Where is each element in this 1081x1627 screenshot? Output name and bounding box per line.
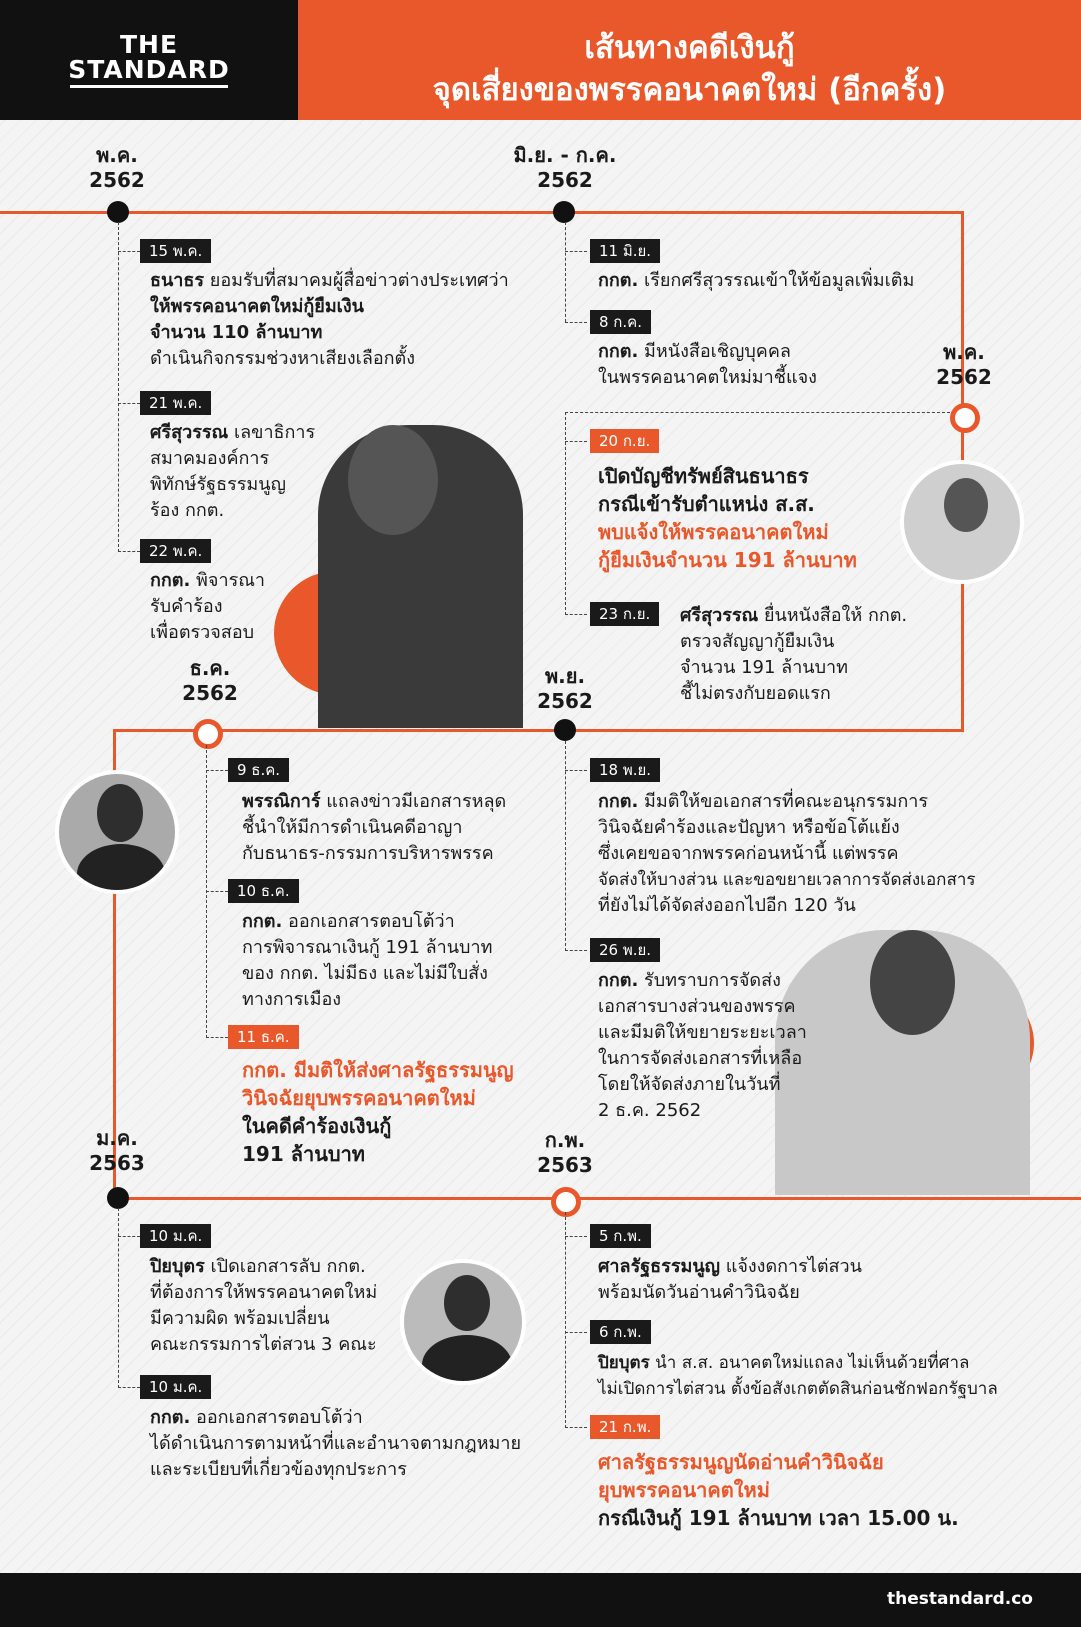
event-subject: ปิยบุตร — [598, 1353, 650, 1373]
event-21-may — [150, 420, 315, 524]
timeline-line-row1 — [0, 211, 963, 214]
event-20-sep — [598, 462, 857, 574]
event-text-highlight: กกต. มีมติให้ส่งศาลรัฐธรรมนูญ — [242, 1058, 514, 1082]
event-18-nov — [598, 789, 976, 919]
connector-tick — [565, 322, 587, 323]
event-text: เอกสารบางส่วนของพรรค — [598, 996, 796, 1017]
event-text: คณะกรรมการไต่สวน 3 คณะ — [150, 1334, 377, 1355]
connector-tick — [565, 412, 950, 413]
event-text: พร้อมนัดวันอ่านคำวินิจฉัย — [598, 1282, 800, 1303]
event-text: พิจารณา — [190, 570, 266, 591]
connector-tick — [565, 950, 587, 951]
connector — [565, 412, 566, 615]
event-subject: ธนาธร — [150, 270, 205, 291]
logo-line2: STANDARD — [68, 55, 230, 84]
period-month: ธ.ค. — [189, 656, 231, 680]
event-text: กรณีเข้ารับตำแหน่ง ส.ส. — [598, 492, 815, 516]
avatar-thanathorn — [900, 460, 1024, 584]
event-subject: กกต. — [598, 341, 639, 362]
connector-tick — [206, 891, 228, 892]
event-text: แจ้งงดการไต่สวน — [720, 1256, 862, 1277]
event-subject: กกต. — [598, 791, 639, 812]
connector-tick — [565, 614, 587, 615]
event-text: นำ ส.ส. อนาคตใหม่แถลง ไม่เห็นด้วยที่ศาล — [649, 1353, 970, 1373]
photo-srisuwan — [318, 425, 523, 728]
event-10-jan-a — [150, 1254, 377, 1358]
avatar-body — [422, 1335, 512, 1385]
period-year: 2562 — [936, 365, 992, 389]
connector-tick — [118, 251, 140, 252]
connector-tick — [565, 1427, 587, 1428]
event-21-feb — [598, 1448, 959, 1532]
period-year: 2563 — [89, 1151, 145, 1175]
event-text: และระเบียบที่เกี่ยวข้องทุกประการ — [150, 1459, 407, 1480]
period-year: 2563 — [537, 1153, 593, 1177]
timeline-line-row2 — [113, 729, 964, 732]
event-date-badge: 10 ธ.ค. — [228, 879, 299, 903]
event-8-jul — [598, 339, 817, 391]
event-date-badge: 5 ก.พ. — [590, 1224, 651, 1248]
event-date-badge: 15 พ.ค. — [140, 239, 211, 263]
timeline-node — [107, 1187, 129, 1209]
event-10-dec — [242, 909, 492, 1013]
event-text: พิทักษ์รัฐธรรมนูญ — [150, 474, 286, 495]
event-text: ซึ่งเคยขอจากพรรคก่อนหน้านี้ แต่พรรค — [598, 843, 899, 864]
event-23-sep — [680, 603, 907, 707]
event-text: เปิดเอกสารลับ กกต. — [204, 1256, 366, 1277]
event-text: กับธนาธร-กรรมการบริหารพรรค — [242, 843, 494, 864]
event-date-badge: 22 พ.ค. — [140, 539, 211, 563]
event-text: เพื่อตรวจสอบ — [150, 622, 255, 643]
event-text: โดยให้จัดส่งภายในวันที่ — [598, 1074, 781, 1095]
period-dec-2562 — [150, 656, 270, 706]
event-text: 191 ล้านบาท — [242, 1142, 365, 1166]
event-date-badge-highlight: 20 ก.ย. — [590, 429, 659, 453]
event-subject: กกต. — [598, 270, 639, 291]
event-text-bold: จำนวน 110 ล้านบาท — [150, 322, 323, 343]
event-text: ยอมรับที่สมาคมผู้สื่อข่าวต่างประเทศว่า — [204, 270, 509, 291]
connector-tick — [118, 1236, 140, 1237]
event-text: ชี้ไม่ตรงกับยอดแรก — [680, 683, 831, 704]
connector — [118, 1208, 119, 1388]
connector — [565, 222, 566, 322]
event-text: ที่ยังไม่ได้จัดส่งออกไปอีก 120 วัน — [598, 895, 856, 916]
connector-tick — [206, 1037, 228, 1038]
period-month: พ.ย. — [544, 664, 586, 688]
event-text: วินิจฉัยคำร้องและปัญหา หรือข้อโต้แย้ง — [598, 817, 900, 838]
event-text: ได้ดำเนินการตามหน้าที่และอำนาจตามกฎหมาย — [150, 1433, 521, 1454]
timeline-node — [107, 201, 129, 223]
event-22-may — [150, 568, 265, 646]
event-text: ที่ต้องการให้พรรคอนาคตใหม่ — [150, 1282, 378, 1303]
event-text: ดำเนินกิจกรรมช่วงหาเสียงเลือกตั้ง — [150, 348, 416, 369]
timeline-node — [554, 719, 576, 741]
photo-thanathorn — [775, 930, 1030, 1195]
event-11-dec — [242, 1056, 514, 1168]
event-text: ในคดีคำร้องเงินกู้ — [242, 1114, 392, 1138]
event-date-badge: 10 ม.ค. — [140, 1375, 211, 1399]
event-subject: กกต. — [150, 1407, 191, 1428]
event-text: สมาคมองค์การ — [150, 448, 270, 469]
event-11-jun — [598, 268, 914, 294]
logo-line1: THE — [119, 30, 179, 59]
event-date-badge-highlight: 11 ธ.ค. — [228, 1025, 299, 1049]
event-text: ในการจัดส่งเอกสารที่เหลือ — [598, 1048, 803, 1069]
event-text: 2 ธ.ค. 2562 — [598, 1100, 702, 1121]
period-may-2562-b — [904, 340, 1024, 390]
event-15-may — [150, 268, 509, 372]
period-year: 2562 — [182, 681, 238, 705]
event-date-badge: 10 ม.ค. — [140, 1224, 211, 1248]
avatar-pannika — [55, 770, 179, 894]
event-26-nov — [598, 968, 807, 1124]
event-text: ออกเอกสารตอบโต้ว่า — [190, 1407, 363, 1428]
connector-tick — [206, 770, 228, 771]
event-subject: กกต. — [242, 911, 283, 932]
event-subject: ปิยบุตร — [150, 1256, 205, 1277]
event-subject: ศรีสุวรรณ — [150, 422, 229, 443]
timeline-node-ring — [551, 1187, 581, 1217]
connector-tick — [118, 1387, 140, 1388]
page-title: เส้นทางคดีเงินกู้ — [584, 30, 795, 66]
timeline-line-row3 — [113, 1197, 1081, 1200]
event-subject: กกต. — [598, 970, 639, 991]
event-text: และมีมติให้ขยายระยะเวลา — [598, 1022, 807, 1043]
event-text: ของ กกต. ไม่มีธง และไม่มีใบสั่ง — [242, 963, 488, 984]
event-text: ร้อง กกต. — [150, 500, 225, 521]
timeline-node — [553, 201, 575, 223]
event-text: แถลงข่าวมีเอกสารหลุด — [320, 791, 507, 812]
event-date-badge: 21 พ.ค. — [140, 391, 211, 415]
event-text: ในพรรคอนาคตใหม่มาชี้แจง — [598, 367, 817, 388]
connector-tick — [565, 251, 587, 252]
connector — [565, 741, 566, 951]
connector-tick — [565, 770, 587, 771]
period-year: 2562 — [89, 168, 145, 192]
logo-underline — [70, 85, 228, 88]
period-jan-2563 — [57, 1126, 177, 1176]
title-banner — [298, 0, 1081, 120]
event-subject: พรรณิการ์ — [242, 791, 321, 812]
avatar-body — [77, 844, 165, 894]
event-subject: ศรีสุวรรณ — [680, 605, 759, 626]
event-text-highlight: ยุบพรรคอนาคตใหม่ — [598, 1478, 770, 1502]
connector-tick — [565, 1236, 587, 1237]
event-text: ยื่นหนังสือให้ กกต. — [758, 605, 908, 626]
event-date-badge-highlight: 21 ก.พ. — [590, 1415, 660, 1439]
event-text: มีมติให้ขอเอกสารที่คณะอนุกรรมการ — [638, 791, 929, 812]
event-subject: กกต. — [150, 570, 191, 591]
event-date-badge: 18 พ.ย. — [590, 758, 660, 782]
event-text: เปิดบัญชีทรัพย์สินธนาธร — [598, 464, 809, 488]
timeline-node-ring — [193, 719, 223, 749]
avatar-head — [944, 478, 988, 532]
event-text: ชี้นำให้มีการดำเนินคดีอาญา — [242, 817, 463, 838]
event-text-highlight: วินิจฉัยยุบพรรคอนาคตใหม่ — [242, 1086, 476, 1110]
photo-head — [348, 425, 438, 535]
page-subtitle: จุดเสี่ยงของพรรคอนาคตใหม่ (อีกครั้ง) — [432, 72, 947, 108]
event-10-jan-b — [150, 1405, 521, 1483]
period-month: ม.ค. — [96, 1126, 138, 1150]
footer-link[interactable]: thestandard.co — [887, 1589, 1033, 1609]
event-text: ออกเอกสารตอบโต้ว่า — [282, 911, 455, 932]
event-text: จำนวน 191 ล้านบาท — [680, 657, 849, 678]
event-text-highlight: กู้ยืมเงินจำนวน 191 ล้านบาท — [598, 548, 857, 572]
event-6-feb — [598, 1350, 998, 1402]
period-nov-2562 — [505, 664, 625, 714]
period-month: มิ.ย. - ก.ค. — [513, 143, 617, 167]
connector — [565, 1212, 566, 1428]
connector-tick — [118, 403, 140, 404]
event-text: ทางการเมือง — [242, 989, 342, 1010]
logo[interactable] — [0, 0, 298, 120]
avatar-piyabutr — [400, 1259, 526, 1385]
event-text: รับทราบการจัดส่ง — [638, 970, 781, 991]
event-text: จัดส่งให้บางส่วน และขอขยายเวลาการจัดส่งเอกสาร — [598, 870, 976, 890]
event-text: มีความผิด พร้อมเปลี่ยน — [150, 1308, 330, 1329]
period-jun-jul-2562 — [505, 143, 625, 193]
event-date-badge: 6 ก.พ. — [590, 1320, 651, 1344]
connector-tick — [118, 551, 140, 552]
event-date-badge: 26 พ.ย. — [590, 938, 660, 962]
event-date-badge: 8 ก.ค. — [590, 310, 651, 334]
connector — [118, 222, 119, 552]
event-text: การพิจารณาเงินกู้ 191 ล้านบาท — [242, 937, 493, 958]
event-text: รับคำร้อง — [150, 596, 223, 617]
event-text: ตรวจสัญญากู้ยืมเงิน — [680, 631, 835, 652]
event-5-feb — [598, 1254, 862, 1306]
event-text: ไม่เปิดการไต่สวน ตั้งข้อสังเกตตัดสินก่อนชักฟอกรัฐบาล — [598, 1379, 998, 1399]
event-date-badge: 11 มิ.ย. — [590, 239, 660, 263]
period-month: พ.ค. — [96, 143, 138, 167]
avatar-head — [444, 1275, 490, 1331]
period-may-2562 — [57, 143, 177, 193]
event-text: เลขาธิการ — [228, 422, 316, 443]
event-text-bold: ให้พรรคอนาคตใหม่กู้ยืมเงิน — [150, 296, 364, 317]
event-subject: ศาลรัฐธรรมนูญ — [598, 1256, 720, 1277]
event-text: กรณีเงินกู้ 191 ล้านบาท เวลา 15.00 น. — [598, 1506, 959, 1530]
period-year: 2562 — [537, 689, 593, 713]
period-month: ก.พ. — [544, 1128, 586, 1152]
avatar-head — [97, 784, 143, 842]
header — [0, 0, 1081, 120]
footer — [0, 1573, 1081, 1627]
event-text-highlight: ศาลรัฐธรรมนูญนัดอ่านคำวินิจฉัย — [598, 1450, 884, 1474]
event-date-badge: 9 ธ.ค. — [228, 758, 289, 782]
photo-head — [870, 930, 955, 1035]
event-text: มีหนังสือเชิญบุคคล — [638, 341, 791, 362]
event-text-highlight: พบแจ้งให้พรรคอนาคตใหม่ — [598, 520, 829, 544]
period-feb-2563 — [505, 1128, 625, 1178]
event-text: เรียกศรีสุวรรณเข้าให้ข้อมูลเพิ่มเติม — [638, 270, 915, 291]
connector-tick — [565, 441, 587, 442]
event-9-dec — [242, 789, 506, 867]
connector-tick — [565, 1332, 587, 1333]
period-month: พ.ค. — [943, 340, 985, 364]
timeline-node-ring — [950, 403, 980, 433]
event-date-badge: 23 ก.ย. — [590, 602, 659, 626]
period-year: 2562 — [537, 168, 593, 192]
